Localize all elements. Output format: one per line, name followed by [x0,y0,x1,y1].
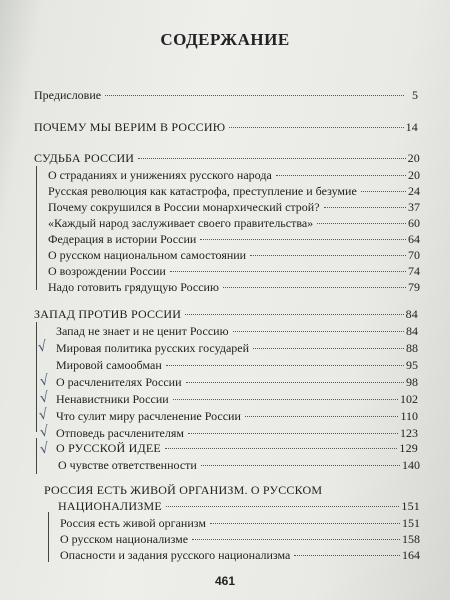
leader-dots [166,506,400,507]
toc-page: 60 [408,216,420,230]
leader-dots [361,191,406,192]
leader-dots [324,207,406,208]
leader-dots [192,539,400,540]
leader-dots [185,314,403,315]
toc-entry [48,216,420,231]
toc-label: О расчленителях России [56,375,182,389]
toc-entry [48,248,420,263]
toc-page: 24 [408,184,420,198]
toc-entry [58,458,420,473]
toc-page: 14 [405,120,418,134]
toc-label: Мировая политика русских государей [56,341,250,355]
toc-entry [56,409,418,424]
section-bracket [36,438,37,474]
toc-page: 123 [400,426,418,440]
leader-dots [317,223,406,224]
leader-dots [294,555,400,556]
toc-page: 158 [402,532,420,546]
toc-entry [60,548,420,563]
leader-dots [201,465,400,466]
toc-label: О чувстве ответственности [58,458,197,472]
leader-dots [245,416,399,417]
toc-label: Предисловие [34,88,102,102]
section-bracket [36,322,37,432]
leader-dots [138,158,405,159]
toc-page: 151 [401,499,420,513]
toc-entry [56,324,418,339]
toc-entry [48,232,420,247]
leader-dots [276,175,406,176]
toc-page: 74 [408,264,420,278]
toc-entry [56,375,418,390]
toc-label: СУДЬБА РОССИИ [34,151,135,165]
toc-label: Запад не знает и не ценит Россию [56,324,229,338]
toc-page: 110 [400,409,418,423]
toc-label: Надо готовить грядущую Россию [48,280,219,294]
toc-entry [56,426,418,441]
section-bracket [36,166,37,290]
check-mark-icon: √ [37,406,50,424]
section-bracket [48,512,49,562]
toc-label: Мировой самообман [56,358,162,372]
toc-label: О страданиях и унижениях русского народа [48,168,272,182]
check-mark-icon: √ [38,389,51,407]
toc-page: 79 [408,280,420,294]
toc-section-fate [34,151,420,166]
leader-dots [210,523,400,524]
toc-page: 164 [402,548,420,562]
toc-entry [56,358,418,373]
toc-label: О РУССКОЙ ИДЕЕ [56,441,161,455]
toc-section-idea [56,441,418,456]
toc-page: 20 [408,168,420,182]
toc-label: Почему сокрушился в России монархический строй? [48,200,320,214]
leader-dots [223,287,406,288]
leader-dots [229,127,403,128]
leader-dots [105,95,404,96]
toc-page: 20 [407,151,420,165]
toc-page: 37 [408,200,420,214]
leader-dots [188,433,398,434]
toc-label: Ненавистники России [56,392,169,406]
toc-label: РОССИЯ ЕСТЬ ЖИВОЙ ОРГАНИЗМ. О РУССКОМ [44,483,323,497]
toc-label: НАЦИОНАЛИЗМЕ [58,499,162,513]
leader-dots [165,448,397,449]
toc-entry [48,264,420,279]
toc-entry [56,392,418,407]
toc-page: 70 [408,248,420,262]
toc-section-organism [58,499,420,514]
leader-dots [173,399,398,400]
check-mark-icon: √ [38,440,51,458]
toc-label: Русская революция как катастрофа, преступление и безумие [48,184,357,198]
toc-entry [48,200,420,215]
toc-entry [48,280,420,295]
toc-entry [48,184,420,199]
leader-dots [250,255,406,256]
toc-entry-why [34,120,418,135]
toc-label: Россия есть живой организм [60,516,206,530]
toc-entry [56,341,418,356]
page-number: 461 [214,574,236,588]
toc-page: 95 [406,358,418,372]
toc-page: 88 [406,341,418,355]
toc-label: О возрождении России [48,264,166,278]
toc-page: 64 [408,232,420,246]
toc-entry [48,168,420,183]
toc-label: О русском национализме [60,532,189,546]
page-title: СОДЕРЖАНИЕ [160,30,290,49]
toc-page: 84 [405,307,418,321]
toc-page: 129 [399,441,418,455]
toc-page: 151 [402,516,420,530]
toc-label: Отповедь расчленителям [56,426,184,440]
toc-label: ПОЧЕМУ МЫ ВЕРИМ В РОССИЮ [34,120,226,134]
check-mark-icon: √ [38,423,51,441]
toc-page: 84 [406,324,418,338]
leader-dots [170,271,406,272]
toc-entry-preface [34,88,418,103]
toc-page: 140 [402,458,420,472]
leader-dots [253,348,404,349]
toc-entry [60,516,420,531]
leader-dots [200,239,406,240]
toc-label: Федерация в истории России [48,232,197,246]
check-mark-icon: √ [38,372,51,390]
toc-label: ЗАПАД ПРОТИВ РОССИИ [34,307,182,321]
toc-section-organism-line1 [44,483,420,498]
leader-dots [186,382,404,383]
toc-label: О русском национальном самостоянии [48,248,247,262]
toc-page: 102 [400,392,418,406]
toc-entry [60,532,420,547]
check-mark-icon: √ [36,338,49,356]
toc-label: Опасности и задания русского национализма [60,548,291,562]
toc-section-west [34,307,418,322]
leader-dots [166,365,404,366]
toc-label: «Каждый народ заслуживает своего правительства» [48,216,314,230]
toc-label: Что сулит миру расчленение России [56,409,241,423]
toc-page: 5 [412,88,418,102]
leader-dots [233,331,404,332]
toc-page: 98 [406,375,418,389]
